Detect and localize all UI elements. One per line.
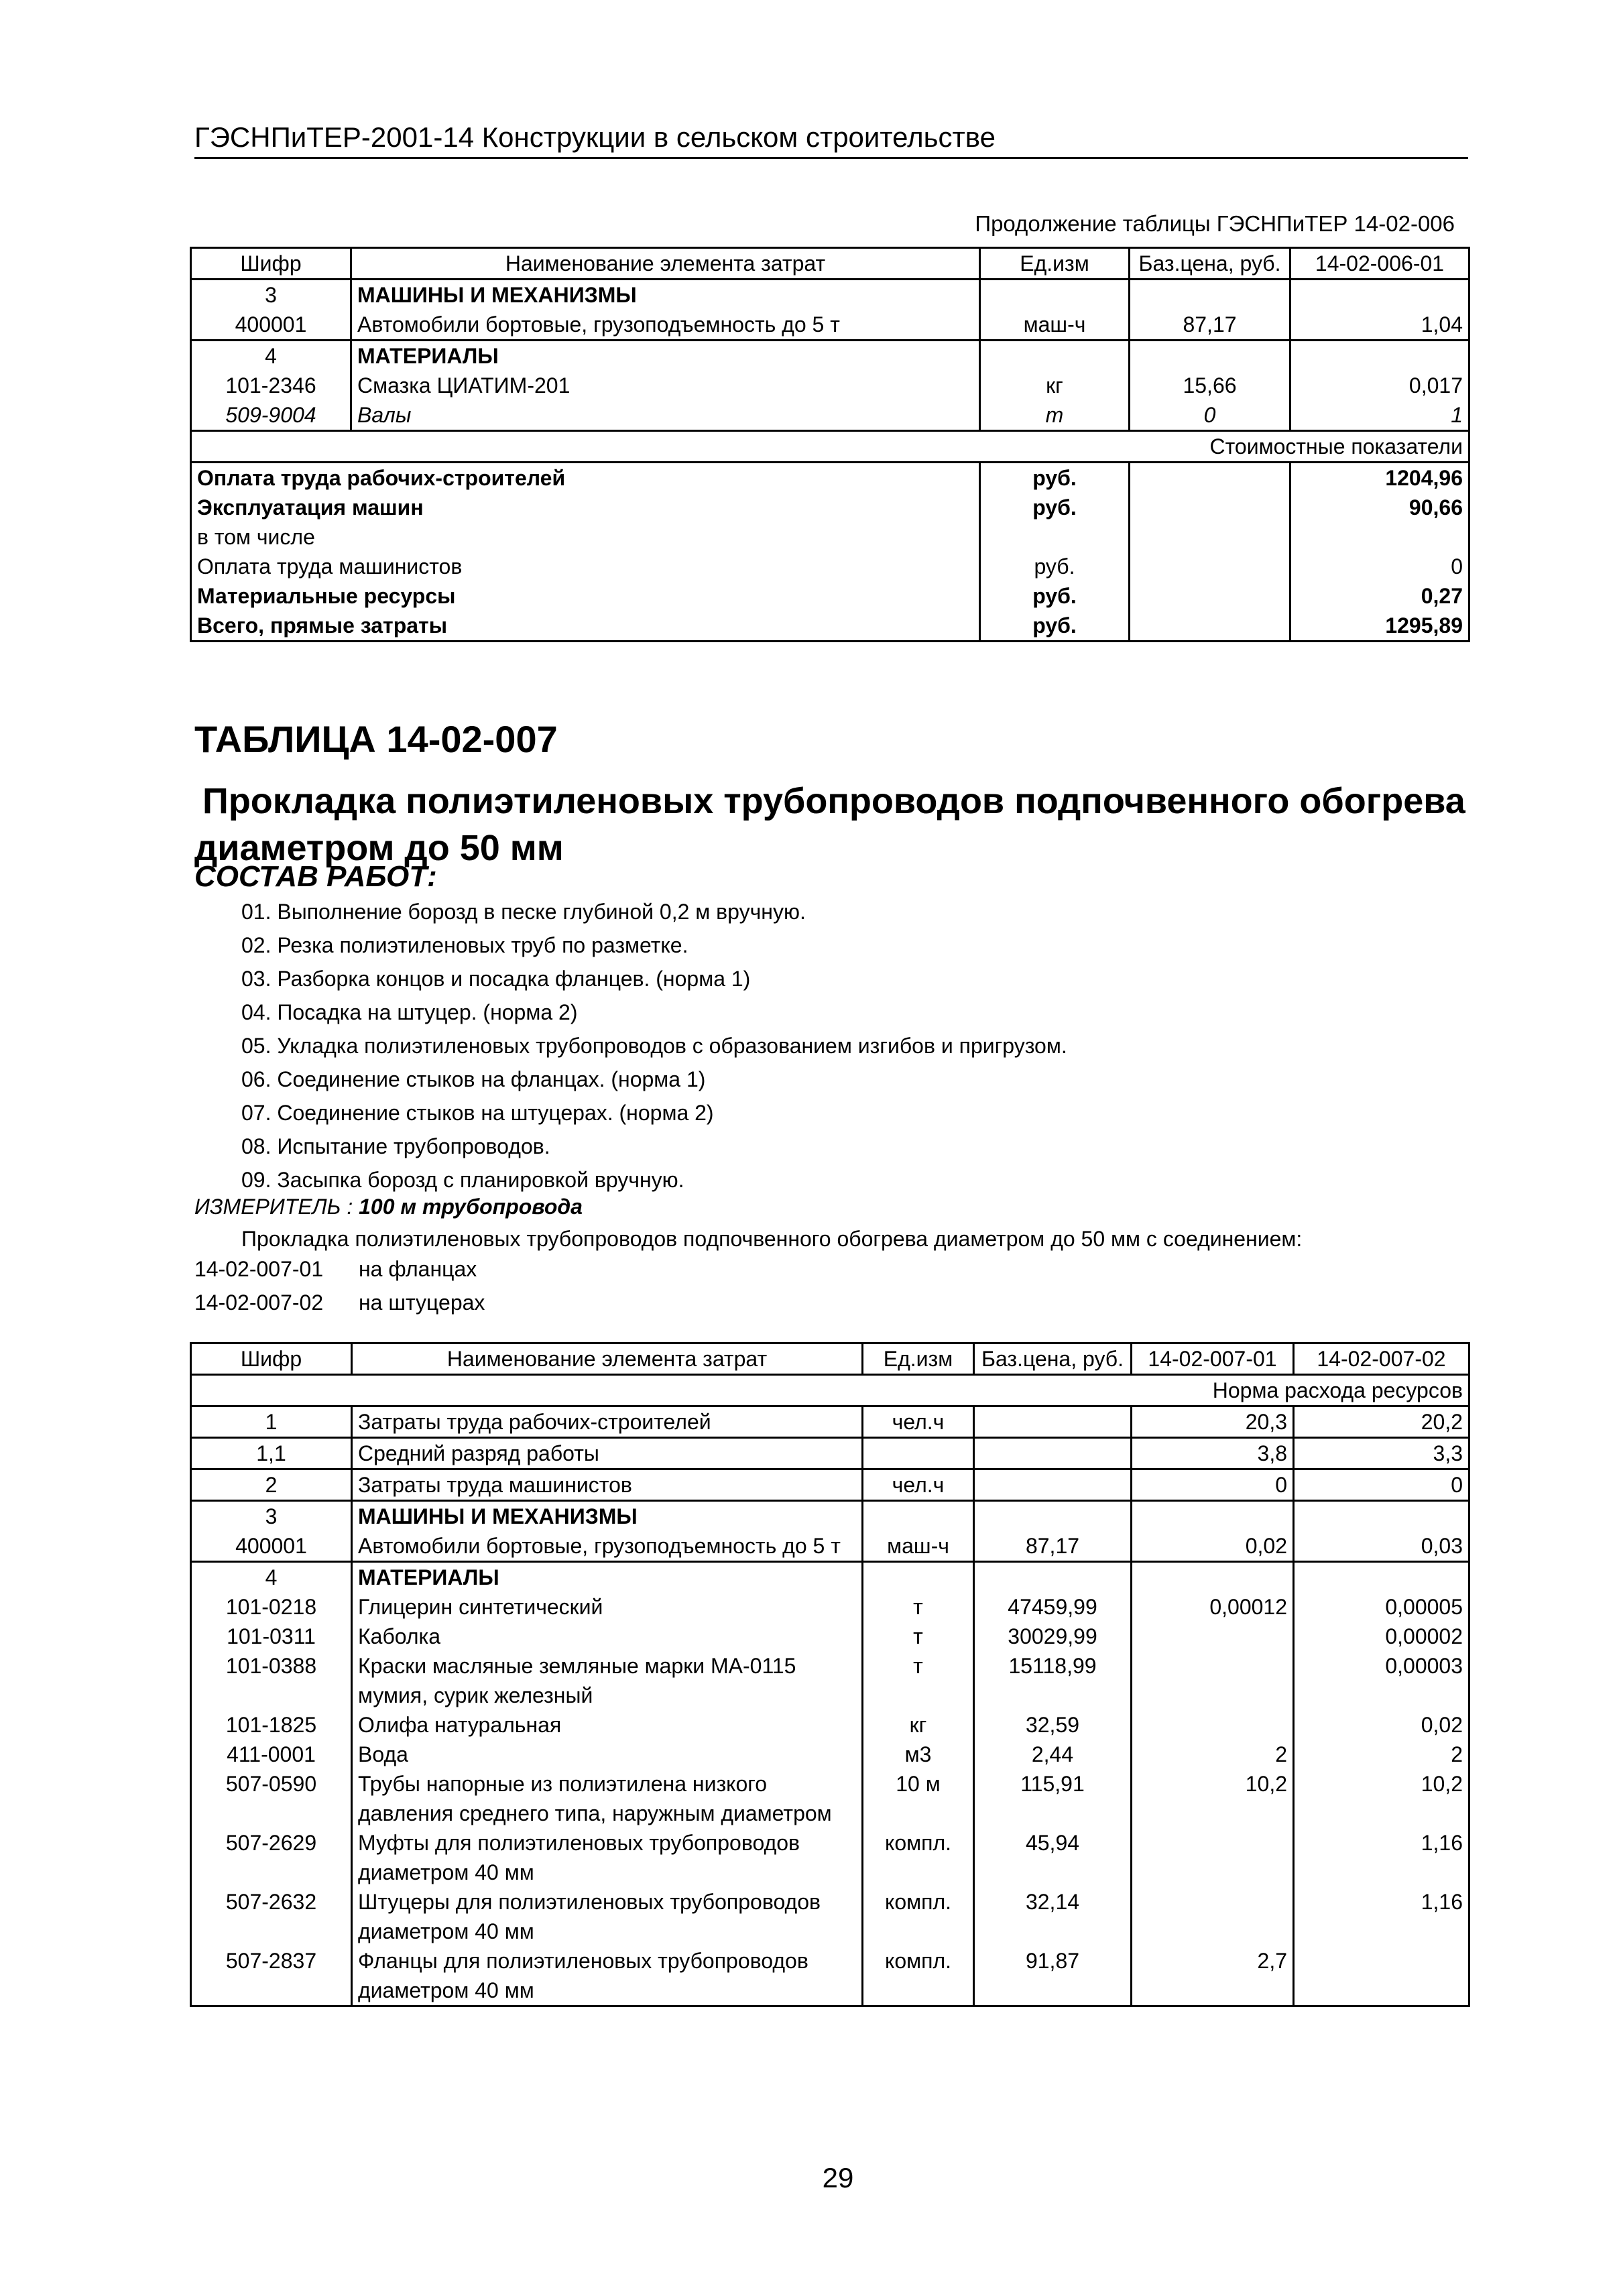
value-cell: 20,3 — [1132, 1406, 1294, 1438]
summary-value: 1295,89 — [1385, 613, 1463, 638]
value-cell: 20,2 — [1421, 1410, 1463, 1434]
value-cell: 10,2 — [1132, 1769, 1294, 1828]
unit-cell — [980, 341, 1130, 371]
value-cell: 3,3 — [1433, 1441, 1463, 1465]
name-cell: Смазка ЦИАТИМ-201 — [351, 371, 980, 400]
column-header: Ед.изм — [863, 1343, 974, 1375]
code-cell: 507-2632 — [225, 1890, 317, 1914]
code-cell: 4 — [265, 1565, 278, 1589]
column-header: 14-02-007-02 — [1317, 1347, 1446, 1371]
summary-row — [191, 493, 1469, 522]
price-cell: 2,44 — [974, 1740, 1132, 1769]
table-row — [191, 1622, 1469, 1651]
unit-cell — [980, 280, 1130, 310]
column-header: Шифр — [191, 248, 351, 280]
summary-unit: руб. — [980, 611, 1130, 642]
works-list — [241, 895, 1067, 1197]
price-cell — [1130, 280, 1290, 310]
scope-text: Прокладка полиэтиленовых трубопроводов подпочвенного обогрева диаметром до 50 мм с соединением: — [241, 1227, 1303, 1251]
value-cell: 0,00012 — [1132, 1592, 1294, 1622]
name-cell: Автомобили бортовые, грузоподъемность до 5 т — [351, 310, 980, 341]
value-cell: 2,7 — [1132, 1946, 1294, 2006]
name-cell: Затраты труда рабочих-строителей — [352, 1406, 863, 1438]
unit-cell: компл. — [863, 1887, 974, 1946]
unit-cell: кг — [980, 371, 1130, 400]
summary-unit: руб. — [980, 581, 1130, 611]
value-cell — [1290, 280, 1469, 310]
column-header: Шифр — [191, 1343, 352, 1375]
summary-label: Оплата труда машинистов — [191, 552, 980, 581]
value-cell — [1132, 1887, 1294, 1946]
table-row — [191, 1438, 1469, 1469]
column-header: Баз.цена, руб. — [1130, 248, 1290, 280]
list-item: 09. Засыпка борозд с планировкой вручную. — [241, 1168, 684, 1192]
unit-cell: чел.ч — [863, 1469, 974, 1501]
code-cell: 101-0388 — [225, 1654, 317, 1678]
table-row — [191, 310, 1469, 341]
summary-unit: руб. — [980, 493, 1130, 522]
table-subtitle — [194, 778, 1468, 871]
code-cell: 101-1825 — [225, 1713, 317, 1737]
value-cell — [1132, 1562, 1294, 1593]
price-cell — [1130, 493, 1290, 522]
table-row — [191, 1592, 1469, 1622]
unit-cell: т — [980, 400, 1130, 431]
column-header: Наименование элемента затрат — [351, 248, 980, 280]
value-cell — [1290, 341, 1469, 371]
value-cell: 0 — [1132, 1469, 1294, 1501]
price-cell: 30029,99 — [974, 1622, 1132, 1651]
summary-value: 0 — [1451, 554, 1463, 579]
table-header-row — [191, 1343, 1469, 1375]
code-cell: 400001 — [235, 312, 307, 337]
summary-row — [191, 552, 1469, 581]
table-row — [191, 280, 1469, 310]
list-item: 03. Разборка концов и посадка фланцев. (норма 1) — [241, 967, 751, 991]
table-row — [191, 1769, 1469, 1828]
summary-row — [191, 581, 1469, 611]
value-cell: 0,02 — [1421, 1713, 1463, 1737]
column-header: 14-02-006-01 — [1315, 251, 1445, 276]
unit-cell: т — [863, 1622, 974, 1651]
value-cell: 0 — [1451, 1473, 1463, 1497]
norm-code: 14-02-007-01 — [194, 1257, 324, 1281]
price-cell: 32,59 — [974, 1710, 1132, 1740]
section-heading: МАТЕРИАЛЫ — [352, 1562, 863, 1593]
list-item: 04. Посадка на штуцер. (норма 2) — [241, 1000, 578, 1024]
norm-text: на фланцах — [359, 1257, 477, 1281]
value-cell — [1132, 1710, 1294, 1740]
cost-indicators-row — [191, 431, 1469, 463]
price-cell: 15,66 — [1130, 371, 1290, 400]
name-cell: Олифа натуральная — [352, 1710, 863, 1740]
value-cell: 3,8 — [1132, 1438, 1294, 1469]
name-cell: Штуцеры для полиэтиленовых трубопроводов диаметром 40 мм — [352, 1887, 863, 1946]
value-cell — [1132, 1828, 1294, 1887]
value-cell: 0,00002 — [1385, 1624, 1463, 1648]
unit-cell: кг — [863, 1710, 974, 1740]
page-number: 29 — [822, 2162, 854, 2193]
unit-cell: маш-ч — [980, 310, 1130, 341]
price-cell: 87,17 — [974, 1531, 1132, 1562]
price-cell — [1130, 341, 1290, 371]
table-header-row — [191, 248, 1469, 280]
summary-label: в том числе — [191, 522, 980, 552]
cost-table-14-02-007 — [190, 1342, 1470, 2007]
list-item: 01. Выполнение борозд в песке глубиной 0,2 м вручную. — [241, 900, 806, 924]
summary-label: Материальные ресурсы — [191, 581, 980, 611]
code-cell: 507-2629 — [225, 1831, 317, 1855]
subtitle-line: Прокладка полиэтиленовых трубопроводов подпочвенного обогрева — [202, 781, 1465, 821]
code-cell: 1 — [265, 1410, 278, 1434]
name-cell: Валы — [351, 400, 980, 431]
continuation-note: Продолжение таблицы ГЭСНПиТЕР 14-02-006 — [975, 211, 1455, 236]
unit-cell — [863, 1562, 974, 1593]
table-row — [191, 1710, 1469, 1740]
code-cell: 101-0218 — [225, 1595, 317, 1619]
column-header: 14-02-007-01 — [1132, 1343, 1294, 1375]
list-item: 08. Испытание трубопроводов. — [241, 1134, 550, 1158]
summary-label: Всего, прямые затраты — [191, 611, 980, 642]
code-cell: 2 — [265, 1473, 278, 1497]
value-cell — [1294, 1946, 1469, 2006]
price-cell — [974, 1469, 1132, 1501]
table-row — [191, 1887, 1469, 1946]
meter-value: 100 м трубопровода — [359, 1195, 583, 1219]
value-cell — [1294, 1501, 1469, 1532]
value-cell: 1,16 — [1421, 1890, 1463, 1914]
code-cell: 101-2346 — [225, 373, 316, 398]
list-item: 07. Соединение стыков на штуцерах. (норма 2) — [241, 1101, 714, 1125]
table-row — [191, 1828, 1469, 1887]
norm-code: 14-02-007-02 — [194, 1290, 324, 1315]
table-row — [191, 371, 1469, 400]
value-cell: 1,04 — [1421, 312, 1463, 337]
table-row — [191, 1531, 1469, 1562]
unit-cell: м3 — [863, 1740, 974, 1769]
unit-cell: чел.ч — [863, 1406, 974, 1438]
price-cell — [1130, 581, 1290, 611]
value-cell — [1132, 1651, 1294, 1710]
norm-item — [194, 1252, 485, 1286]
name-cell: Средний разряд работы — [352, 1438, 863, 1469]
value-cell: 1,16 — [1421, 1831, 1463, 1855]
price-cell — [974, 1438, 1132, 1469]
code-cell: 3 — [265, 283, 277, 307]
norm-label-row — [191, 1375, 1469, 1406]
value-cell: 1 — [1451, 403, 1463, 427]
price-cell — [1130, 463, 1290, 493]
table-row — [191, 1651, 1469, 1710]
price-cell: 45,94 — [974, 1828, 1132, 1887]
works-heading: СОСТАВ РАБОТ: — [194, 860, 437, 893]
unit-cell: компл. — [863, 1828, 974, 1887]
code-cell: 3 — [265, 1504, 278, 1528]
norm-item — [194, 1286, 485, 1319]
meter-line — [194, 1195, 583, 1219]
price-cell — [974, 1406, 1132, 1438]
value-cell: 0,02 — [1132, 1531, 1294, 1562]
price-cell: 32,14 — [974, 1887, 1132, 1946]
summary-value — [1290, 522, 1469, 552]
summary-unit: руб. — [980, 552, 1130, 581]
unit-cell: маш-ч — [863, 1531, 974, 1562]
table-row — [191, 1740, 1469, 1769]
list-item: 02. Резка полиэтиленовых труб по разметке. — [241, 933, 688, 957]
price-cell — [974, 1501, 1132, 1532]
value-cell: 0,00005 — [1385, 1595, 1463, 1619]
table-row — [191, 1406, 1469, 1438]
column-header: Баз.цена, руб. — [974, 1343, 1132, 1375]
price-cell — [1130, 522, 1290, 552]
price-cell — [1130, 552, 1290, 581]
table-row — [191, 1469, 1469, 1501]
value-cell: 0,03 — [1421, 1534, 1463, 1558]
code-cell: 101-0311 — [227, 1624, 316, 1648]
value-cell: 10,2 — [1421, 1772, 1463, 1796]
summary-value: 0,27 — [1421, 584, 1463, 608]
subtitle-line: диаметром до 50 мм — [194, 828, 564, 868]
table-title: ТАБЛИЦА 14-02-007 — [194, 718, 558, 760]
summary-value: 90,66 — [1408, 495, 1463, 520]
running-header: ГЭСНПиТЕР-2001-14 Конструкции в сельском строительстве — [194, 121, 1468, 159]
table-row — [191, 1562, 1469, 1593]
unit-cell — [863, 1438, 974, 1469]
summary-row — [191, 522, 1469, 552]
price-cell: 47459,99 — [974, 1592, 1132, 1622]
price-cell: 15118,99 — [974, 1651, 1132, 1710]
value-cell — [1132, 1501, 1294, 1532]
table-row — [191, 1946, 1469, 2006]
summary-value: 1204,96 — [1385, 466, 1463, 490]
unit-cell: компл. — [863, 1946, 974, 2006]
value-cell: 0,00003 — [1385, 1654, 1463, 1678]
code-cell: 507-0590 — [225, 1772, 317, 1796]
name-cell: Фланцы для полиэтиленовых трубопроводов диаметром 40 мм — [352, 1946, 863, 2006]
value-cell: 2 — [1451, 1742, 1463, 1766]
value-cell: 0,017 — [1408, 373, 1463, 398]
unit-cell: 10 м — [863, 1769, 974, 1828]
unit-cell — [863, 1501, 974, 1532]
table-row — [191, 400, 1469, 431]
cost-table-14-02-006 — [190, 247, 1470, 642]
code-cell: 509-9004 — [225, 403, 316, 427]
name-cell: Автомобили бортовые, грузоподъемность до 5 т — [352, 1531, 863, 1562]
price-cell: 0 — [1130, 400, 1290, 431]
name-cell: Муфты для полиэтиленовых трубопроводов диаметром 40 мм — [352, 1828, 863, 1887]
section-heading: МАШИНЫ И МЕХАНИЗМЫ — [352, 1501, 863, 1532]
summary-label: Эксплуатация машин — [191, 493, 980, 522]
summary-unit — [980, 522, 1130, 552]
list-item: 05. Укладка полиэтиленовых трубопроводов с образованием изгибов и пригрузом. — [241, 1034, 1067, 1058]
price-cell — [1130, 611, 1290, 642]
price-cell: 91,87 — [974, 1946, 1132, 2006]
list-item: 06. Соединение стыков на фланцах. (норма 1) — [241, 1067, 706, 1091]
table-row — [191, 1501, 1469, 1532]
price-cell: 115,91 — [974, 1769, 1132, 1828]
name-cell: Вода — [352, 1740, 863, 1769]
meter-label: ИЗМЕРИТЕЛЬ : — [194, 1195, 353, 1219]
column-header: Наименование элемента затрат — [352, 1343, 863, 1375]
norm-label: Норма расхода ресурсов — [1212, 1378, 1463, 1402]
unit-cell: т — [863, 1592, 974, 1622]
name-cell: Краски масляные земляные марки МА-0115 мумия, сурик железный — [352, 1651, 863, 1710]
column-header: Ед.изм — [980, 248, 1130, 280]
summary-row — [191, 611, 1469, 642]
section-heading: МАШИНЫ И МЕХАНИЗМЫ — [351, 280, 980, 310]
cost-indicators-label: Стоимостные показатели — [1209, 434, 1463, 459]
table-row — [191, 341, 1469, 371]
unit-cell: т — [863, 1651, 974, 1710]
name-cell: Глицерин синтетический — [352, 1592, 863, 1622]
norm-text: на штуцерах — [359, 1290, 485, 1315]
name-cell: Каболка — [352, 1622, 863, 1651]
code-cell: 4 — [265, 344, 277, 368]
code-cell: 400001 — [235, 1534, 307, 1558]
code-cell: 507-2837 — [225, 1949, 317, 1973]
name-cell: Затраты труда машинистов — [352, 1469, 863, 1501]
summary-label: Оплата труда рабочих-строителей — [191, 463, 980, 493]
value-cell — [1132, 1622, 1294, 1651]
code-cell: 1,1 — [256, 1441, 286, 1465]
code-cell: 411-0001 — [227, 1742, 316, 1766]
value-cell: 2 — [1132, 1740, 1294, 1769]
summary-unit: руб. — [980, 463, 1130, 493]
price-cell: 87,17 — [1130, 310, 1290, 341]
norms-list — [194, 1252, 485, 1319]
summary-row — [191, 463, 1469, 493]
name-cell: Трубы напорные из полиэтилена низкого давления среднего типа, наружным диаметром — [352, 1769, 863, 1828]
section-heading: МАТЕРИАЛЫ — [351, 341, 980, 371]
price-cell — [974, 1562, 1132, 1593]
value-cell — [1294, 1562, 1469, 1593]
